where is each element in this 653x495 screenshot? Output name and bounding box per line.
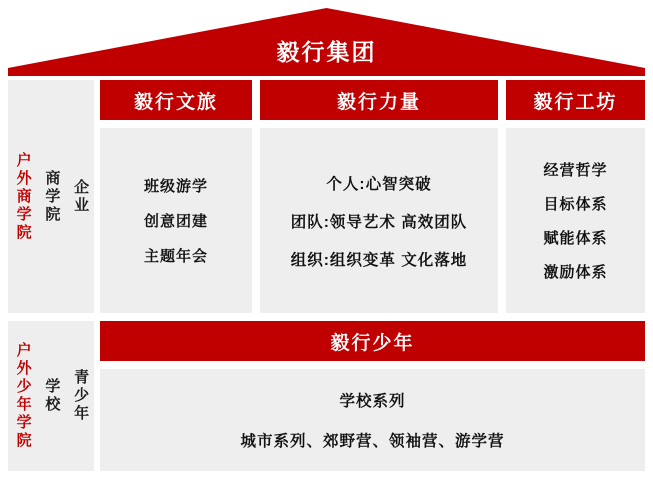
list-item: 城市系列、郊野营、领袖营、游学营 <box>240 433 505 450</box>
bottom-body-youth <box>100 369 645 471</box>
column-workshop <box>506 80 645 313</box>
left-label-dark-business-school: 商学院 <box>43 169 61 224</box>
left-label-dark-school: 学校 <box>43 378 61 414</box>
left-label-column <box>8 80 94 471</box>
left-label-block-youth <box>8 321 94 471</box>
bottom-section-youth <box>100 321 645 471</box>
list-item: 学校系列 <box>339 393 406 410</box>
column-body-culture-tourism <box>100 128 252 313</box>
column-body-workshop <box>506 128 645 313</box>
column-header-culture-tourism: 毅行文旅 <box>100 80 252 120</box>
roof-banner <box>8 8 645 76</box>
list-item: 主题年会 <box>143 248 208 265</box>
list-item: 经营哲学 <box>543 162 608 179</box>
list-item: 激励体系 <box>543 264 608 281</box>
list-item: 组织:组织变革 文化落地 <box>290 251 468 269</box>
column-power <box>260 80 498 313</box>
column-header-power: 毅行力量 <box>260 80 498 120</box>
top-columns-row <box>100 80 645 313</box>
list-item: 创意团建 <box>143 213 208 230</box>
column-body-power <box>260 128 498 313</box>
list-item: 班级游学 <box>143 178 208 195</box>
column-culture-tourism <box>100 80 252 313</box>
column-header-workshop: 毅行工坊 <box>506 80 645 120</box>
left-label-dark-teen: 青少年 <box>72 369 90 423</box>
bottom-header-youth: 毅行少年 <box>100 321 645 361</box>
left-label-dark-enterprise: 企业 <box>72 178 90 215</box>
left-label-red-business: 户外商学院 <box>14 151 32 242</box>
list-item: 团队:领导艺术 高效团队 <box>290 213 468 231</box>
left-label-red-youth: 户外少年学院 <box>14 342 32 450</box>
list-item: 目标体系 <box>543 196 608 213</box>
group-title: 毅行集团 <box>276 39 377 65</box>
list-item: 赋能体系 <box>543 230 608 247</box>
left-label-block-business <box>8 80 94 313</box>
list-item: 个人:心智突破 <box>326 175 432 193</box>
